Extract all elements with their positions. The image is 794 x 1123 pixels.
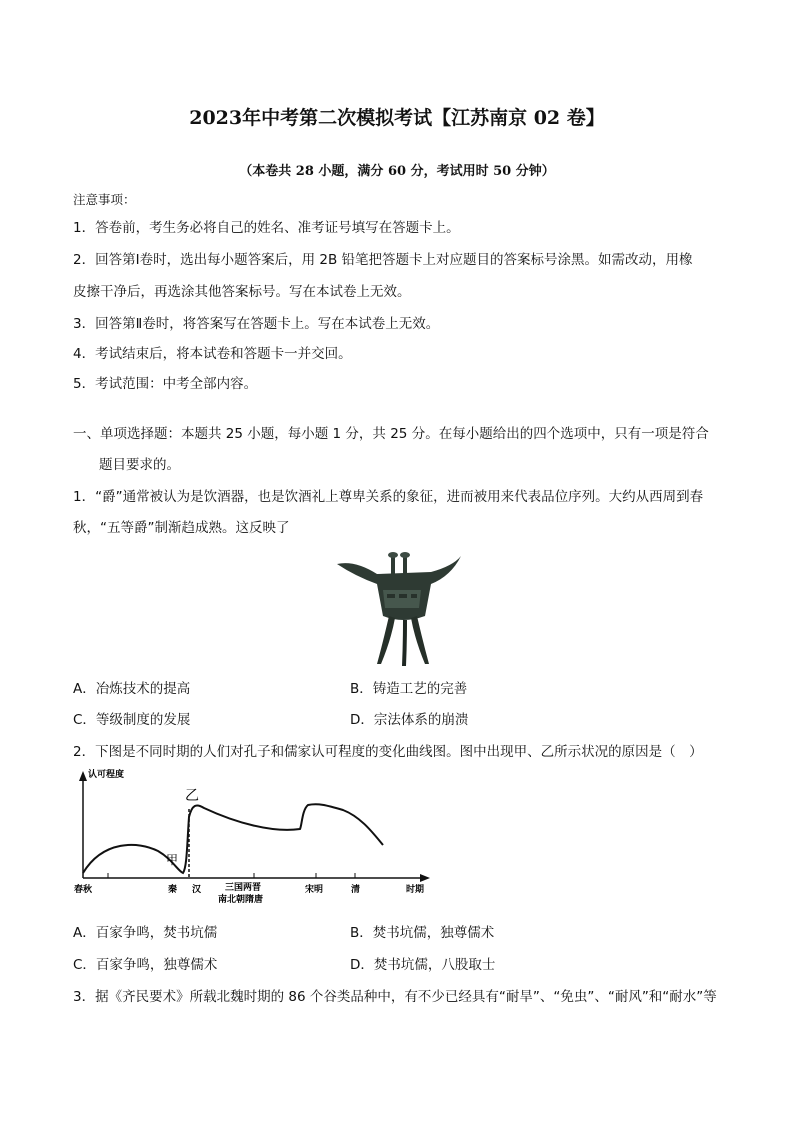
notes-heading: 注意事项： — [73, 192, 136, 207]
tick-label: 南北朝隋唐 — [218, 895, 264, 905]
chart-xlabel: 时期 — [406, 885, 425, 895]
mark-yi: 乙 — [185, 788, 199, 804]
q2-stem: 2．下图是不同时期的人们对孔子和儒家认可程度的变化曲线图。图中出现甲、乙所示状况的原因是（ ） — [73, 744, 703, 760]
exam-subtitle: （本卷共 28 小题，满分 60 分，考试用时 50 分钟） — [239, 164, 555, 179]
chart-ylabel: 认可程度 — [88, 770, 125, 780]
section-heading-cont: 题目要求的。 — [99, 457, 180, 473]
q1-option-b[interactable]: B．铸造工艺的完善 — [350, 681, 468, 697]
q1-stem: 1．“爵”通常被认为是饮酒器，也是饮酒礼上尊卑关系的象征，进而被用来代表品位序列。大约从西周到春 — [73, 489, 704, 505]
note-item-4: 4．考试结束后，将本试卷和答题卡一并交回。 — [73, 346, 352, 362]
q3-stem: 3．据《齐民要术》所载北魏时期的 86 个谷类品种中，有不少已经具有“耐旱”、“免虫”、“耐风”和“耐水”等 — [73, 989, 717, 1005]
note-item-1: 1．答卷前，考生务必将自己的姓名、准考证号填写在答题卡上。 — [73, 220, 460, 236]
tick-label: 汉 — [192, 885, 202, 895]
q1-option-a[interactable]: A．冶炼技术的提高 — [73, 681, 191, 697]
section-heading: 一、单项选择题：本题共 25 小题，每小题 1 分，共 25 分。在每小题给出的四个选项中，只有一项是符合 — [73, 426, 709, 442]
y-axis-arrow — [79, 771, 87, 781]
tick-label: 三国两晋 — [225, 883, 262, 893]
note-item-5: 5．考试范围：中考全部内容。 — [73, 376, 258, 392]
tick-label: 春秋 — [74, 885, 93, 895]
recognition-curve — [83, 804, 383, 873]
x-axis-arrow — [420, 874, 430, 882]
q2-chart — [68, 765, 440, 910]
q2-option-b[interactable]: B．焚书坑儒，独尊儒术 — [350, 925, 495, 941]
q1-option-c[interactable]: C．等级制度的发展 — [73, 712, 191, 728]
q2-option-c[interactable]: C．百家争鸣，独尊儒术 — [73, 957, 218, 973]
tick-label: 宋明 — [305, 885, 324, 895]
note-item-2-cont: 皮擦干净后，再选涂其他答案标号。写在本试卷上无效。 — [73, 284, 411, 300]
note-item-3: 3．回答第Ⅱ卷时，将答案写在答题卡上。写在本试卷上无效。 — [73, 316, 440, 332]
tick-label: 秦 — [168, 885, 178, 895]
q1-option-d[interactable]: D．宗法体系的崩溃 — [350, 712, 469, 728]
mark-jia: 甲 — [166, 853, 179, 867]
q2-option-d[interactable]: D．焚书坑儒，八股取士 — [350, 957, 496, 973]
q1-stem-cont: 秋，“五等爵”制渐趋成熟。这反映了 — [73, 520, 290, 536]
bronze-jue-image — [333, 550, 465, 668]
tick-label: 清 — [351, 885, 361, 895]
exam-title: 2023年中考第二次模拟考试【江苏南京 02 卷】 — [189, 107, 605, 129]
q2-option-a[interactable]: A．百家争鸣，焚书坑儒 — [73, 925, 218, 941]
note-item-2: 2．回答第Ⅰ卷时，选出每小题答案后，用 2B 铅笔把答题卡上对应题目的答案标号涂黑。如需改动，用橡 — [73, 252, 693, 268]
